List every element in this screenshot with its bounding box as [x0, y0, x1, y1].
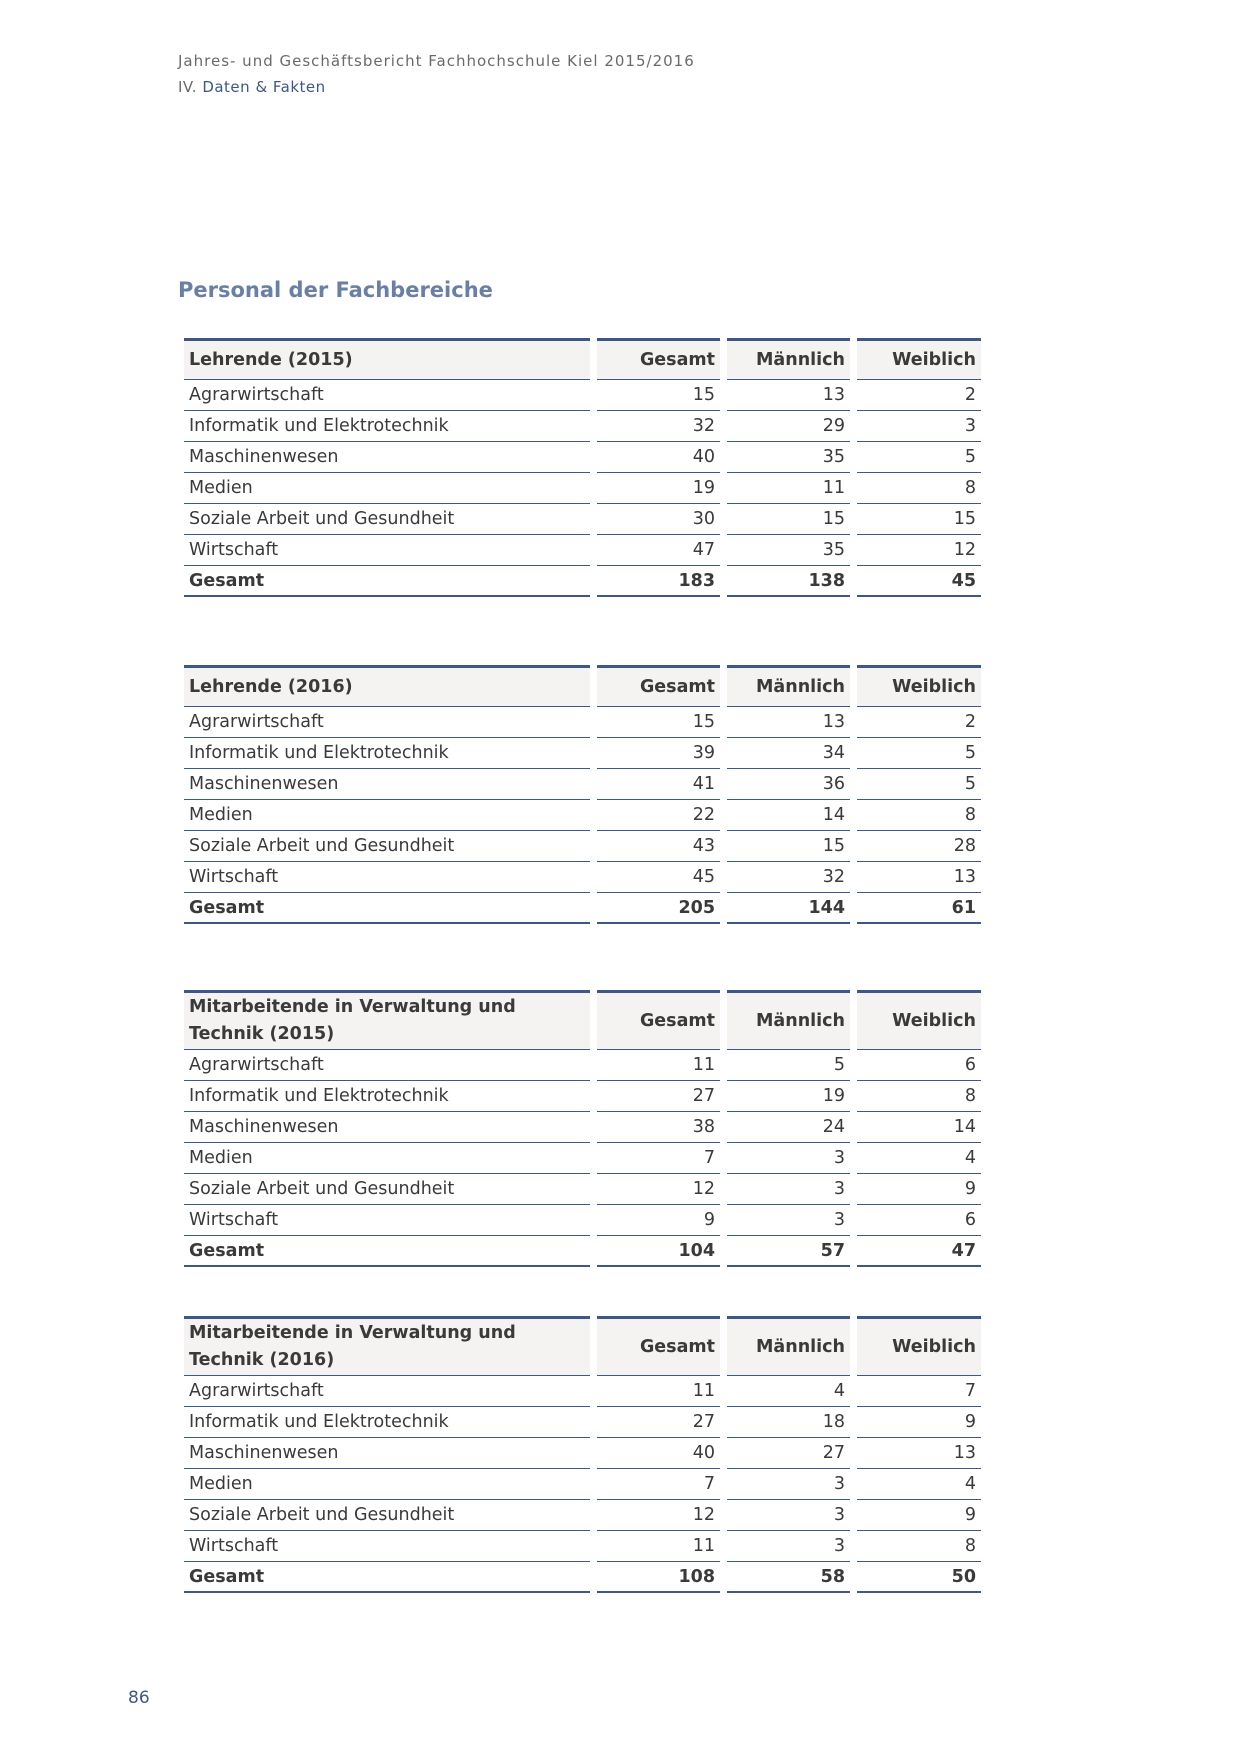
cell-gesamt: 9	[597, 1205, 720, 1236]
cell-gesamt: 47	[597, 535, 720, 566]
table-row	[184, 1407, 981, 1438]
cell-maennlich: 13	[727, 380, 850, 411]
cell-gesamt: 7	[597, 1143, 720, 1174]
chapter-number: IV.	[178, 78, 198, 96]
row-label: Soziale Arbeit und Gesundheit	[184, 831, 590, 862]
table-title: Mitarbeitende in Verwaltung und Technik (2016)	[184, 1316, 590, 1376]
total-label: Gesamt	[184, 566, 590, 597]
row-label: Agrarwirtschaft	[184, 707, 590, 738]
total-gesamt: 104	[597, 1236, 720, 1267]
table-row	[184, 1438, 981, 1469]
cell-gesamt: 45	[597, 862, 720, 893]
table-row	[184, 1376, 981, 1407]
cell-maennlich: 13	[727, 707, 850, 738]
cell-weiblich: 4	[857, 1143, 981, 1174]
column-header: Gesamt	[597, 338, 720, 380]
table-row	[184, 1500, 981, 1531]
cell-maennlich: 18	[727, 1407, 850, 1438]
cell-gesamt: 38	[597, 1112, 720, 1143]
table-header-row	[184, 990, 981, 1050]
total-label: Gesamt	[184, 1562, 590, 1593]
table-header-row	[184, 338, 981, 380]
row-label: Soziale Arbeit und Gesundheit	[184, 1500, 590, 1531]
cell-maennlich: 32	[727, 862, 850, 893]
total-maennlich: 57	[727, 1236, 850, 1267]
table-row	[184, 380, 981, 411]
cell-weiblich: 2	[857, 707, 981, 738]
cell-maennlich: 14	[727, 800, 850, 831]
chapter-heading	[178, 78, 695, 96]
cell-gesamt: 11	[597, 1531, 720, 1562]
table-row	[184, 442, 981, 473]
chapter-title: Daten & Fakten	[202, 78, 326, 96]
row-label: Informatik und Elektrotechnik	[184, 1407, 590, 1438]
total-gesamt: 183	[597, 566, 720, 597]
table-row	[184, 1469, 981, 1500]
table-total-row	[184, 1236, 981, 1267]
row-label: Medien	[184, 800, 590, 831]
table-row	[184, 862, 981, 893]
table-lehrende-2016	[184, 665, 981, 924]
table-row	[184, 1081, 981, 1112]
cell-maennlich: 3	[727, 1500, 850, 1531]
row-label: Agrarwirtschaft	[184, 1376, 590, 1407]
column-header: Gesamt	[597, 665, 720, 707]
table-total-row	[184, 1562, 981, 1593]
cell-maennlich: 29	[727, 411, 850, 442]
column-header: Männlich	[727, 338, 850, 380]
total-maennlich: 144	[727, 893, 850, 924]
cell-gesamt: 27	[597, 1081, 720, 1112]
cell-gesamt: 39	[597, 738, 720, 769]
cell-maennlich: 15	[727, 831, 850, 862]
table-row	[184, 707, 981, 738]
cell-gesamt: 12	[597, 1500, 720, 1531]
cell-gesamt: 22	[597, 800, 720, 831]
row-label: Medien	[184, 473, 590, 504]
cell-gesamt: 40	[597, 442, 720, 473]
table-row	[184, 1205, 981, 1236]
cell-maennlich: 34	[727, 738, 850, 769]
row-label: Informatik und Elektrotechnik	[184, 738, 590, 769]
table-row	[184, 504, 981, 535]
cell-gesamt: 12	[597, 1174, 720, 1205]
cell-gesamt: 41	[597, 769, 720, 800]
total-weiblich: 47	[857, 1236, 981, 1267]
table-row	[184, 800, 981, 831]
total-maennlich: 58	[727, 1562, 850, 1593]
cell-weiblich: 5	[857, 442, 981, 473]
cell-weiblich: 8	[857, 1081, 981, 1112]
cell-gesamt: 30	[597, 504, 720, 535]
row-label: Wirtschaft	[184, 1205, 590, 1236]
section-title: Personal der Fachbereiche	[178, 278, 493, 302]
cell-weiblich: 14	[857, 1112, 981, 1143]
table-row	[184, 769, 981, 800]
cell-weiblich: 8	[857, 473, 981, 504]
table-row	[184, 738, 981, 769]
cell-weiblich: 5	[857, 769, 981, 800]
cell-maennlich: 4	[727, 1376, 850, 1407]
table-title: Mitarbeitende in Verwaltung und Technik (2015)	[184, 990, 590, 1050]
column-header: Weiblich	[857, 338, 981, 380]
cell-maennlich: 35	[727, 535, 850, 566]
table-row	[184, 411, 981, 442]
cell-maennlich: 5	[727, 1050, 850, 1081]
row-label: Maschinenwesen	[184, 1112, 590, 1143]
report-title: Jahres- und Geschäftsbericht Fachhochschule Kiel 2015/2016	[178, 52, 695, 70]
total-label: Gesamt	[184, 893, 590, 924]
cell-weiblich: 8	[857, 1531, 981, 1562]
cell-maennlich: 3	[727, 1531, 850, 1562]
table-row	[184, 1531, 981, 1562]
cell-gesamt: 32	[597, 411, 720, 442]
table-row	[184, 1174, 981, 1205]
table-row	[184, 1112, 981, 1143]
cell-gesamt: 11	[597, 1376, 720, 1407]
row-label: Medien	[184, 1469, 590, 1500]
total-gesamt: 108	[597, 1562, 720, 1593]
cell-weiblich: 15	[857, 504, 981, 535]
total-gesamt: 205	[597, 893, 720, 924]
column-header: Gesamt	[597, 990, 720, 1050]
cell-weiblich: 8	[857, 800, 981, 831]
row-label: Informatik und Elektrotechnik	[184, 411, 590, 442]
cell-maennlich: 3	[727, 1174, 850, 1205]
cell-gesamt: 27	[597, 1407, 720, 1438]
row-label: Soziale Arbeit und Gesundheit	[184, 1174, 590, 1205]
table-total-row	[184, 893, 981, 924]
cell-gesamt: 43	[597, 831, 720, 862]
cell-weiblich: 28	[857, 831, 981, 862]
cell-maennlich: 3	[727, 1205, 850, 1236]
cell-maennlich: 24	[727, 1112, 850, 1143]
row-label: Medien	[184, 1143, 590, 1174]
cell-weiblich: 4	[857, 1469, 981, 1500]
total-label: Gesamt	[184, 1236, 590, 1267]
cell-weiblich: 9	[857, 1407, 981, 1438]
row-label: Wirtschaft	[184, 535, 590, 566]
cell-weiblich: 9	[857, 1500, 981, 1531]
cell-maennlich: 35	[727, 442, 850, 473]
page-number: 86	[128, 1688, 150, 1708]
table-title: Lehrende (2015)	[184, 338, 590, 380]
column-header: Weiblich	[857, 665, 981, 707]
cell-maennlich: 36	[727, 769, 850, 800]
row-label: Maschinenwesen	[184, 1438, 590, 1469]
column-header: Weiblich	[857, 990, 981, 1050]
cell-weiblich: 9	[857, 1174, 981, 1205]
table-row	[184, 1143, 981, 1174]
cell-weiblich: 7	[857, 1376, 981, 1407]
column-header: Männlich	[727, 1316, 850, 1376]
cell-weiblich: 13	[857, 1438, 981, 1469]
table-mitarbeitende-2016	[184, 1316, 981, 1593]
cell-gesamt: 40	[597, 1438, 720, 1469]
row-label: Wirtschaft	[184, 1531, 590, 1562]
cell-weiblich: 12	[857, 535, 981, 566]
row-label: Wirtschaft	[184, 862, 590, 893]
cell-maennlich: 15	[727, 504, 850, 535]
table-header-row	[184, 665, 981, 707]
cell-maennlich: 3	[727, 1143, 850, 1174]
cell-gesamt: 15	[597, 707, 720, 738]
cell-gesamt: 11	[597, 1050, 720, 1081]
column-header: Männlich	[727, 665, 850, 707]
total-weiblich: 45	[857, 566, 981, 597]
total-weiblich: 50	[857, 1562, 981, 1593]
running-header	[178, 52, 695, 96]
total-maennlich: 138	[727, 566, 850, 597]
total-weiblich: 61	[857, 893, 981, 924]
cell-weiblich: 3	[857, 411, 981, 442]
cell-gesamt: 19	[597, 473, 720, 504]
table-total-row	[184, 566, 981, 597]
table-title: Lehrende (2016)	[184, 665, 590, 707]
cell-maennlich: 27	[727, 1438, 850, 1469]
cell-maennlich: 3	[727, 1469, 850, 1500]
cell-weiblich: 2	[857, 380, 981, 411]
cell-weiblich: 13	[857, 862, 981, 893]
column-header: Männlich	[727, 990, 850, 1050]
row-label: Soziale Arbeit und Gesundheit	[184, 504, 590, 535]
row-label: Informatik und Elektrotechnik	[184, 1081, 590, 1112]
table-row	[184, 1050, 981, 1081]
column-header: Weiblich	[857, 1316, 981, 1376]
row-label: Agrarwirtschaft	[184, 380, 590, 411]
cell-weiblich: 6	[857, 1205, 981, 1236]
row-label: Agrarwirtschaft	[184, 1050, 590, 1081]
row-label: Maschinenwesen	[184, 442, 590, 473]
column-header: Gesamt	[597, 1316, 720, 1376]
table-lehrende-2015	[184, 338, 981, 597]
table-row	[184, 473, 981, 504]
cell-maennlich: 19	[727, 1081, 850, 1112]
cell-gesamt: 7	[597, 1469, 720, 1500]
cell-weiblich: 6	[857, 1050, 981, 1081]
cell-gesamt: 15	[597, 380, 720, 411]
row-label: Maschinenwesen	[184, 769, 590, 800]
cell-weiblich: 5	[857, 738, 981, 769]
cell-maennlich: 11	[727, 473, 850, 504]
table-row	[184, 831, 981, 862]
table-row	[184, 535, 981, 566]
table-mitarbeitende-2015	[184, 990, 981, 1267]
table-header-row	[184, 1316, 981, 1376]
